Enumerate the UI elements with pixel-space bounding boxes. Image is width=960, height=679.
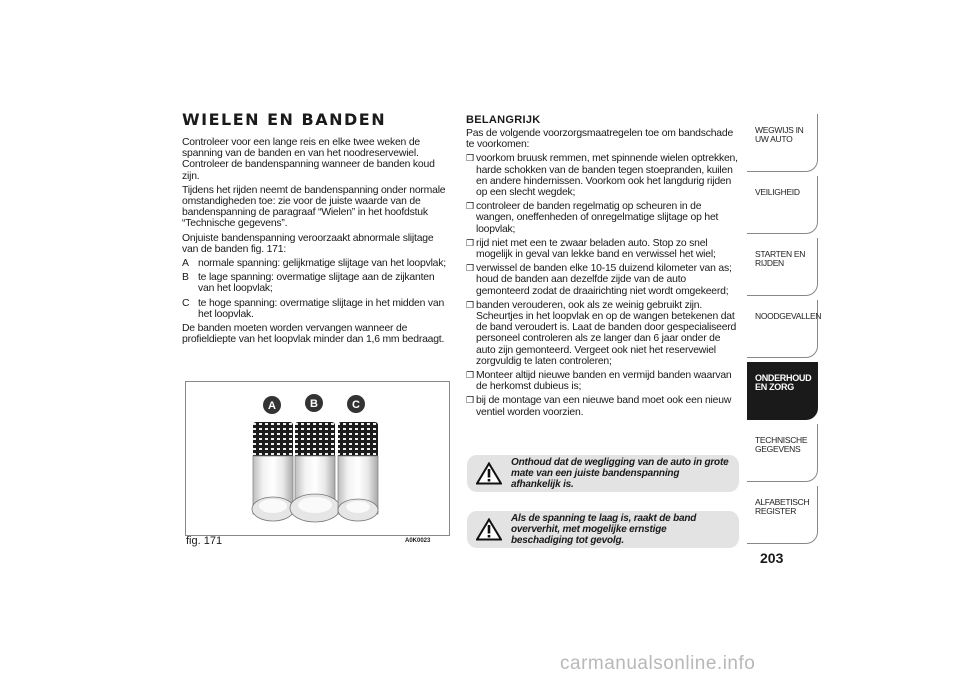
item-text: normale spanning: gelijkmatige slijtage van het loopvlak; xyxy=(198,258,446,270)
svg-text:C: C xyxy=(352,399,360,411)
list-item xyxy=(466,201,741,235)
tab-alfabetisch-register[interactable]: ALFABETISCH REGISTER xyxy=(747,486,818,544)
bullet-text: banden verouderen, ook als ze weinig gebruikt zijn. Scheurtjes in het loopvlak en op de wangen betekenen dat de band veroudert is. Laat de banden door gespecialiseerd personeel controleren als ze langer dan 6 jaar onder de auto zijn gemonteerd. Vergeet ook niet het reservewiel zorgvuldig te laten controleren; xyxy=(476,299,737,367)
list-item xyxy=(466,153,741,198)
page-number: 203 xyxy=(760,550,784,566)
label-c xyxy=(347,395,365,413)
bullet-text: controleer de banden regelmatig op scheuren in de wangen, oneffenheden of onregelmatige slijtage op het loopvlak; xyxy=(476,201,719,235)
bullet-text: rijd niet met een te zwaar beladen auto. Stop zo snel mogelijk in geval van lekke band en verwissel het wiel; xyxy=(476,237,716,261)
warning-box xyxy=(467,455,739,492)
item-letter: B xyxy=(182,272,189,284)
bullet-text: voorkom bruusk remmen, met spinnende wielen optrekken, harde schokken van de banden tegen stoepranden, kuilen en andere hindernissen. Voorkom ook het langdurig rijden op een slecht wegdek; xyxy=(476,153,738,199)
tab-technische-gegevens[interactable]: TECHNISCHE GEGEVENS xyxy=(747,424,818,482)
warning-triangle-icon xyxy=(467,462,511,485)
tyre-b xyxy=(290,422,340,522)
checkbox-icon: ❒ xyxy=(466,201,474,212)
watermark: carmanualsonline.info xyxy=(560,653,756,674)
bullet-text: bij de montage van een nieuwe band moet ook een nieuw ventiel worden voorzien. xyxy=(476,395,732,418)
figure-caption: fig. 171 xyxy=(186,535,223,547)
item-text: te hoge spanning: overmatige slijtage in het midden van het loopvlak. xyxy=(198,297,445,320)
list-item xyxy=(466,238,741,260)
bullet-text: verwissel de banden elke 10-15 duizend kilometer van as; houd de banden aan dezelfde zijde van de auto gemonteerd zodat de draairichting niet wordt omgekeerd; xyxy=(476,263,732,297)
tyre-wear-figure xyxy=(185,381,450,536)
list-item xyxy=(182,258,450,269)
list-item xyxy=(466,395,741,417)
paragraph-replace-tyres: De banden moeten worden vervangen wanneer de profieldiepte van het loopvlak minder dan 1,6 mm bedraagt. xyxy=(182,323,445,346)
warning-triangle-icon xyxy=(467,518,511,541)
warning-text: Als de spanning te laag is, raakt de band oververhit, met mogelijke ernstige beschadiging tot gevolg. xyxy=(511,513,697,546)
item-text: te lage spanning: overmatige slijtage aan de zijkanten van het loopvlak; xyxy=(198,272,435,295)
list-item xyxy=(466,300,741,367)
warning-text: Onthoud dat de wegligging van de auto in grote mate van een juiste bandenspanning afhankelijk is. xyxy=(511,457,729,490)
list-item xyxy=(466,263,741,297)
svg-text:B: B xyxy=(310,398,318,410)
checkbox-icon: ❒ xyxy=(466,153,474,164)
left-column xyxy=(182,137,450,348)
paragraph-pressure-increase: Tijdens het rijden neemt de bandenspanning onder normale omstandigheden toe: zie voor de juiste waarde van de bandenspanning de paragraaf “Wielen” in het hoofdstuk “Technische gegevens”. xyxy=(182,184,446,230)
list-item xyxy=(466,370,741,392)
label-a xyxy=(263,396,281,414)
paragraph-incorrect-pressure: Onjuiste bandenspanning veroorzaakt abnormale slijtage van de banden fig. 171: xyxy=(182,232,434,255)
paragraph-check-pressure: Controleer voor een lange reis en elke twee weken de spanning van de banden en van het noodreservewiel. Controleer de bandenspanning wanneer de banden koud zijn. xyxy=(182,137,435,182)
tyre-a xyxy=(252,422,294,521)
tyre-illustration xyxy=(186,382,449,535)
tab-wegwijs[interactable]: WEGWIJS IN UW AUTO xyxy=(747,114,818,172)
list-item xyxy=(182,272,450,294)
list-item xyxy=(182,298,450,320)
tab-noodgevallen[interactable]: NOODGEVALLEN xyxy=(747,300,818,358)
tab-veiligheid[interactable]: VEILIGHEID xyxy=(747,176,818,234)
label-b xyxy=(305,394,323,412)
item-letter: A xyxy=(182,258,189,270)
tab-starten-en-rijden[interactable]: STARTEN EN RIJDEN xyxy=(747,238,818,296)
bullet-text: Monteer altijd nieuwe banden en vermijd banden waarvan de herkomst dubieus is; xyxy=(476,370,732,393)
warning-box xyxy=(467,511,739,548)
checkbox-icon: ❒ xyxy=(466,263,474,274)
important-heading: BELANGRIJK xyxy=(466,114,541,126)
figure-code: A0K0023 xyxy=(405,538,431,544)
right-column xyxy=(466,128,741,421)
section-title: WIELEN EN BANDEN xyxy=(182,110,387,129)
intro-text: Pas de volgende voorzorgsmaatregelen toe om bandschade te voorkomen: xyxy=(466,128,734,151)
checkbox-icon: ❒ xyxy=(466,299,474,310)
checkbox-icon: ❒ xyxy=(466,370,474,381)
checkbox-icon: ❒ xyxy=(466,237,474,248)
tab-onderhoud-en-zorg[interactable]: ONDERHOUD EN ZORG xyxy=(747,362,818,420)
checkbox-icon: ❒ xyxy=(466,395,474,406)
item-letter: C xyxy=(182,297,190,309)
svg-text:A: A xyxy=(268,400,276,412)
tyre-c xyxy=(338,422,378,521)
